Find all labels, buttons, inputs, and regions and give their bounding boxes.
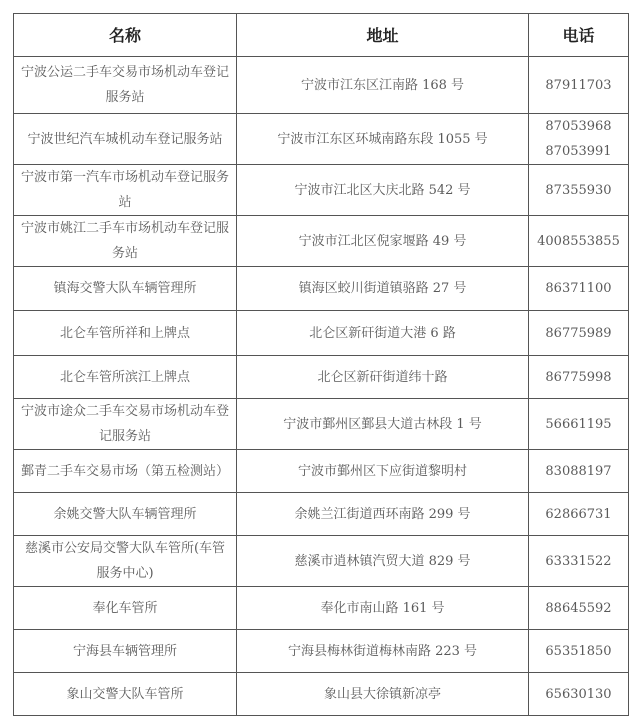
station-name: 北仑车管所滨江上牌点 — [14, 356, 237, 399]
station-address: 奉化市南山路 161 号 — [237, 587, 529, 630]
header-phone: 电话 — [529, 14, 629, 57]
station-address: 象山县大徐镇新凉亭 — [237, 673, 529, 716]
header-address: 地址 — [237, 14, 529, 57]
table-header-row — [14, 14, 629, 57]
table-row — [14, 399, 629, 450]
table-row — [14, 311, 629, 356]
station-name: 宁波世纪汽车城机动车登记服务站 — [14, 114, 237, 165]
station-address: 宁波市江北区大庆北路 542 号 — [237, 165, 529, 216]
table-body — [14, 57, 629, 716]
station-phone — [529, 399, 629, 450]
phone-number: 63331522 — [545, 553, 612, 569]
station-name: 宁波市第一汽车市场机动车登记服务站 — [14, 165, 237, 216]
station-phone — [529, 450, 629, 493]
table-row — [14, 216, 629, 267]
table-row — [14, 673, 629, 716]
station-address: 慈溪市逍林镇汽贸大道 829 号 — [237, 536, 529, 587]
phone-number: 86775998 — [545, 369, 612, 385]
table-row — [14, 587, 629, 630]
phone-number: 86775989 — [545, 325, 612, 341]
table-row — [14, 356, 629, 399]
station-address: 宁波市鄞州区下应街道黎明村 — [237, 450, 529, 493]
station-address: 宁波市江东区江南路 168 号 — [237, 57, 529, 114]
station-address: 宁波市江北区倪家堰路 49 号 — [237, 216, 529, 267]
header-name: 名称 — [14, 14, 237, 57]
phone-number: 87911703 — [545, 77, 612, 93]
station-name: 鄞青二手车交易市场（第五检测站） — [14, 450, 237, 493]
station-address: 宁海县梅林街道梅林南路 223 号 — [237, 630, 529, 673]
station-phone — [529, 493, 629, 536]
station-phone — [529, 114, 629, 165]
station-name: 宁海县车辆管理所 — [14, 630, 237, 673]
station-phone — [529, 216, 629, 267]
station-name: 宁波市途众二手车交易市场机动车登记服务站 — [14, 399, 237, 450]
phone-number: 65630130 — [545, 686, 612, 702]
station-name: 北仑车管所祥和上牌点 — [14, 311, 237, 356]
registration-stations-table — [13, 13, 629, 716]
table-row — [14, 536, 629, 587]
station-address: 宁波市鄞州区鄞县大道古林段 1 号 — [237, 399, 529, 450]
phone-number: 87355930 — [545, 182, 612, 198]
station-phone — [529, 356, 629, 399]
station-address: 镇海区蛟川街道镇骆路 27 号 — [237, 267, 529, 311]
phone-number: 87053991 — [545, 144, 612, 159]
phone-number: 86371100 — [545, 281, 612, 296]
station-name: 宁波市姚江二手车市场机动车登记服务站 — [14, 216, 237, 267]
station-phone — [529, 536, 629, 587]
station-phone — [529, 673, 629, 716]
station-address: 宁波市江东区环城南路东段 1055 号 — [237, 114, 529, 165]
phone-number: 65351850 — [545, 643, 612, 659]
station-phone — [529, 311, 629, 356]
phone-number: 83088197 — [545, 463, 612, 479]
station-phone — [529, 165, 629, 216]
station-address: 北仑区新矸街道纬十路 — [237, 356, 529, 399]
table-row — [14, 267, 629, 311]
station-name: 宁波公运二手车交易市场机动车登记服务站 — [14, 57, 237, 114]
table-row — [14, 165, 629, 216]
phone-number: 56661195 — [545, 416, 612, 432]
station-address: 余姚兰江街道西环南路 299 号 — [237, 493, 529, 536]
table-row — [14, 630, 629, 673]
station-name: 镇海交警大队车辆管理所 — [14, 267, 237, 311]
phone-number: 87053968 — [545, 119, 612, 134]
station-phone — [529, 57, 629, 114]
station-phone — [529, 587, 629, 630]
station-name: 余姚交警大队车辆管理所 — [14, 493, 237, 536]
station-phone — [529, 267, 629, 311]
station-name: 奉化车管所 — [14, 587, 237, 630]
station-name: 慈溪市公安局交警大队车管所(车管服务中心) — [14, 536, 237, 587]
station-phone — [529, 630, 629, 673]
table-row — [14, 493, 629, 536]
table-row — [14, 114, 629, 165]
table-row — [14, 450, 629, 493]
phone-number: 4008553855 — [537, 233, 620, 249]
table-row — [14, 57, 629, 114]
phone-number: 88645592 — [545, 600, 612, 616]
station-name: 象山交警大队车管所 — [14, 673, 237, 716]
phone-number: 62866731 — [545, 506, 612, 522]
station-address: 北仑区新矸街道大港 6 路 — [237, 311, 529, 356]
